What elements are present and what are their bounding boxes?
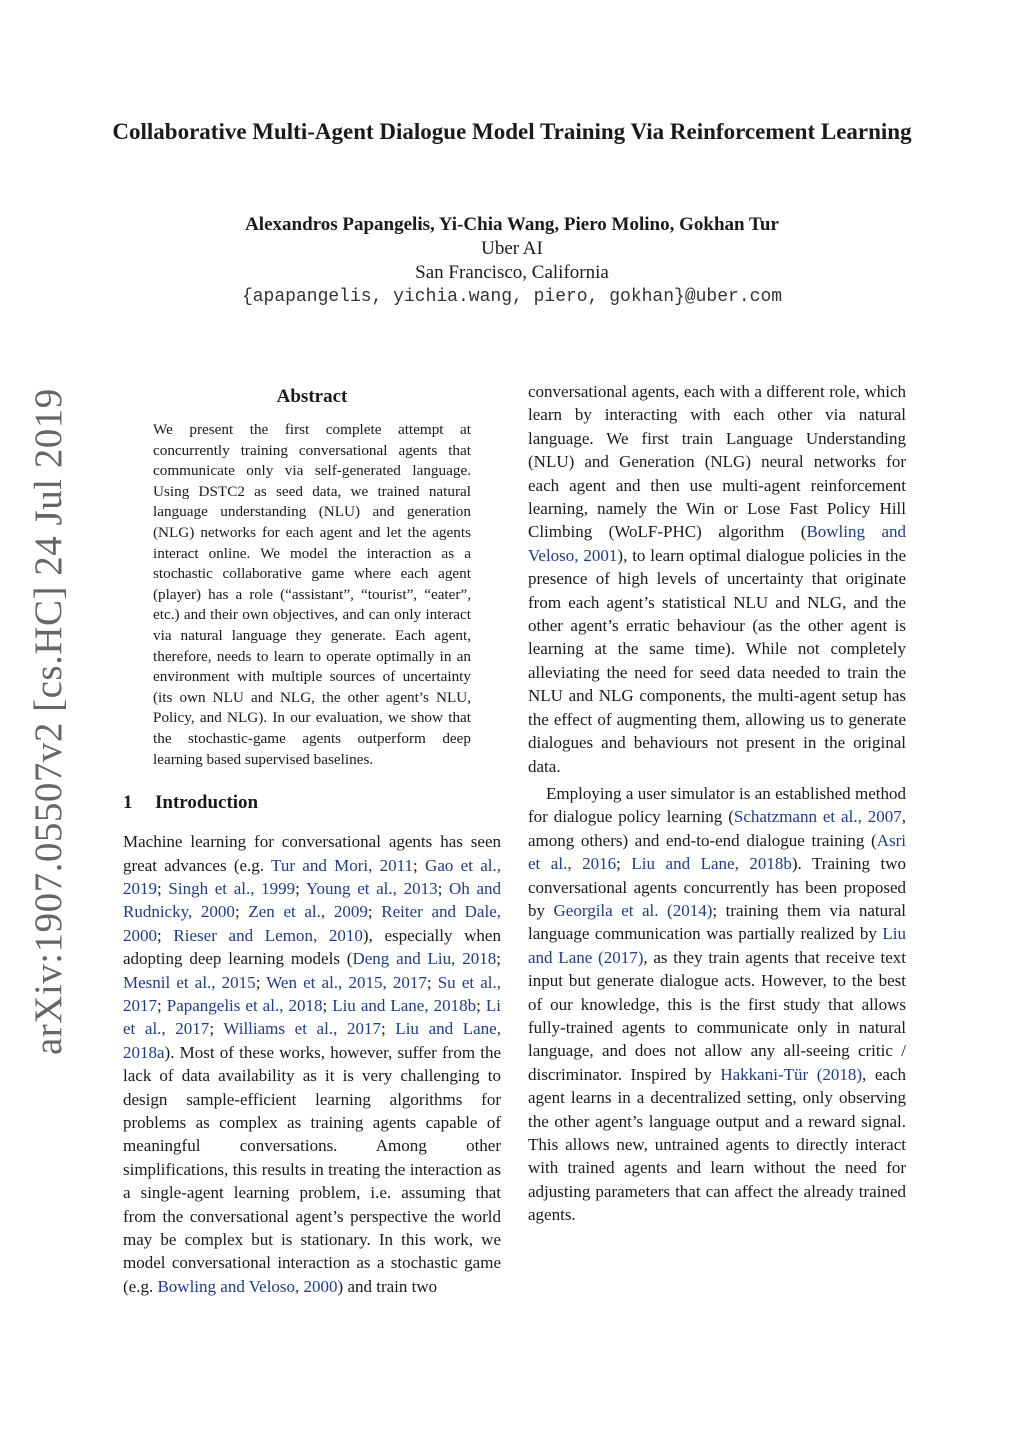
citation-link[interactable]: Young et al., 2013 xyxy=(305,878,438,898)
citation-link[interactable]: Mesnil et al., 2015 xyxy=(123,972,256,992)
citation-link[interactable]: Singh et al., 1999 xyxy=(168,878,296,898)
citation-link[interactable]: Gao et al., 2019 xyxy=(123,855,501,898)
citation-link[interactable]: Asri et al., 2016 xyxy=(528,830,906,874)
citation-link[interactable]: Rieser and Lemon, 2010 xyxy=(173,925,363,945)
author-block xyxy=(100,213,924,309)
citation-link[interactable]: Oh and Rudnicky, 2000 xyxy=(123,878,501,922)
abstract-text: We present the first complete attempt at concurrently training conversational agents that communicate only via self-generated language. Using DSTC2 as seed data, we trained natural language understanding (NLU) and generation (NLG) networks for each agent and let the agents interact online. We model the interaction as a stochastic collaborative game where each agent (player) has a role (“assistant”, “tourist”, “eater”, etc.) and their own objectives, and can only interact via natural language they generate. Each agent, therefore, needs to learn to operate optimally in an environment with multiple sources of uncertainty (its own NLU and NLG, the other agent’s NLU, Policy, and NLG). In our evaluation, we show that the stochastic-game agents outperform deep learning based supervised baselines. xyxy=(153,421,471,768)
author-emails: {apapangelis, yichia.wang, piero, gokhan}@uber.com xyxy=(241,287,783,307)
paper-title: Collaborative Multi-Agent Dialogue Model Training Via Reinforcement Learning xyxy=(112,119,912,144)
intro-paragraph-1-continued: conversational agents, each with a different role, which learn by interacting with each other via natural language. We first train Language Understanding (NLU) and Generation (NLG) neural networks for each agent and then use multi-agent reinforcement learning, namely the Win or Lose Fast Policy Hill Climbing (WoLF-PHC) algorithm (Bowling and Veloso, 2001), to learn optimal dialogue policies in the presence of high levels of uncertainty that originate from each agent’s statistical NLU and NLG, and the other agent’s erratic behaviour (as the other agent is learning at the same time). While not completely alleviating the need for seed data needed to train the NLU and NLG components, the multi-agent setup has the effect of augmenting them, allowing us to generate dialogues and behaviours not present in the original data. xyxy=(528,382,906,776)
citation-link[interactable]: Liu and Lane, 2018a xyxy=(123,1019,501,1062)
intro-paragraph-1: Machine learning for conversational agents has seen great advances (e.g. Tur and Mori, 2011; Gao et al., 2019; Singh et al., 1999; Young et al., 2013; Oh and Rudnicky, 2000; Zen et al., 2009; Reiter and Dale, 2000; Rieser and Lemon, 2010), especially when adopting deep learning models (Deng and Liu, 2018; Mesnil et al., 2015; Wen et al., 2015, 2017; Su et al., 2017; Papangelis et al., 2018; Liu and Lane, 2018b; Li et al., 2017; Williams et al., 2017; Liu and Lane, 2018a). Most of these works, however, suffer from the lack of data availability as it is very challenging to design sample-efficient learning algorithms for problems as complex as training agents capable of meaningful conversations. Among other simplifications, this results in treating the interaction as a single-agent learning problem, i.e. assuming that from the conversational agent’s perspective the world may be complex but is stationary. In this work, we model conversational interaction as a stochastic game (e.g. Bowling and Veloso, 2000) and train two xyxy=(123,832,501,1296)
citation-link[interactable]: Georgila et al. (2014) xyxy=(553,900,713,920)
citation-link[interactable]: Wen et al., 2015, 2017 xyxy=(266,972,427,992)
citation-link[interactable]: Reiter and Dale, 2000 xyxy=(123,902,501,945)
location: San Francisco, California xyxy=(415,262,609,283)
citation-link[interactable]: Su et al., 2017 xyxy=(123,972,501,1015)
citation-link[interactable]: Bowling and Veloso, 2001 xyxy=(528,522,906,565)
citation-link[interactable]: Bowling and Veloso, 2000 xyxy=(157,1276,338,1296)
section-title: Introduction xyxy=(155,792,259,814)
author-list: Alexandros Papangelis, Yi-Chia Wang, Piero Molino, Gokhan Tur xyxy=(245,214,779,235)
citation-link[interactable]: Schatzmann et al., 2007 xyxy=(733,807,902,827)
arxiv-identifier-stamp: arXiv:1907.05507v2 [cs.HC] 24 Jul 2019 xyxy=(27,388,70,1055)
citation-link[interactable]: Liu and Lane, 2018b xyxy=(332,995,477,1015)
citation-link[interactable]: Williams et al., 2017 xyxy=(223,1019,381,1039)
citation-link[interactable]: Liu and Lane, 2018b xyxy=(631,854,792,874)
right-column xyxy=(528,380,906,1227)
left-column xyxy=(123,380,501,1298)
citation-link[interactable]: Hakkani-Tür (2018) xyxy=(720,1064,863,1084)
citation-link[interactable]: Papangelis et al., 2018 xyxy=(166,995,323,1015)
citation-link[interactable]: Liu and Lane (2017) xyxy=(528,924,906,967)
citation-link[interactable]: Tur and Mori, 2011 xyxy=(271,855,414,875)
citation-link[interactable]: Zen et al., 2009 xyxy=(248,902,368,922)
citation-link[interactable]: Deng and Liu, 2018 xyxy=(352,949,497,969)
intro-paragraph-2: Employing a user simulator is an established method for dialogue policy learning (Schatzmann et al., 2007, among others) and end-to-end dialogue training (Asri et al., 2016; Liu and Lane, 2018b). Training two conversational agents concurrently has been proposed by Georgila et al. (2014); training them via natural language communication was partially realized by Liu and Lane (2017), as they train agents that receive text input but generate dialogue acts. However, to the best of our knowledge, this is the first study that allows fully-trained agents to communicate only in natural language, and does not allow any all-seeing critic / discriminator. Inspired by Hakkani-Tür (2018), each agent learns in a decentralized setting, only observing the other agent’s language output and a reward signal. This allows new, untrained agents to directly interact with trained agents and learn without the need for adjusting parameters that can affect the already trained agents. xyxy=(528,783,907,1225)
citation-link[interactable]: Li et al., 2017 xyxy=(123,995,501,1039)
affiliation: Uber AI xyxy=(481,238,543,259)
section-heading-introduction xyxy=(123,790,501,816)
abstract-heading: Abstract xyxy=(276,386,348,407)
section-number: 1 xyxy=(123,792,133,814)
